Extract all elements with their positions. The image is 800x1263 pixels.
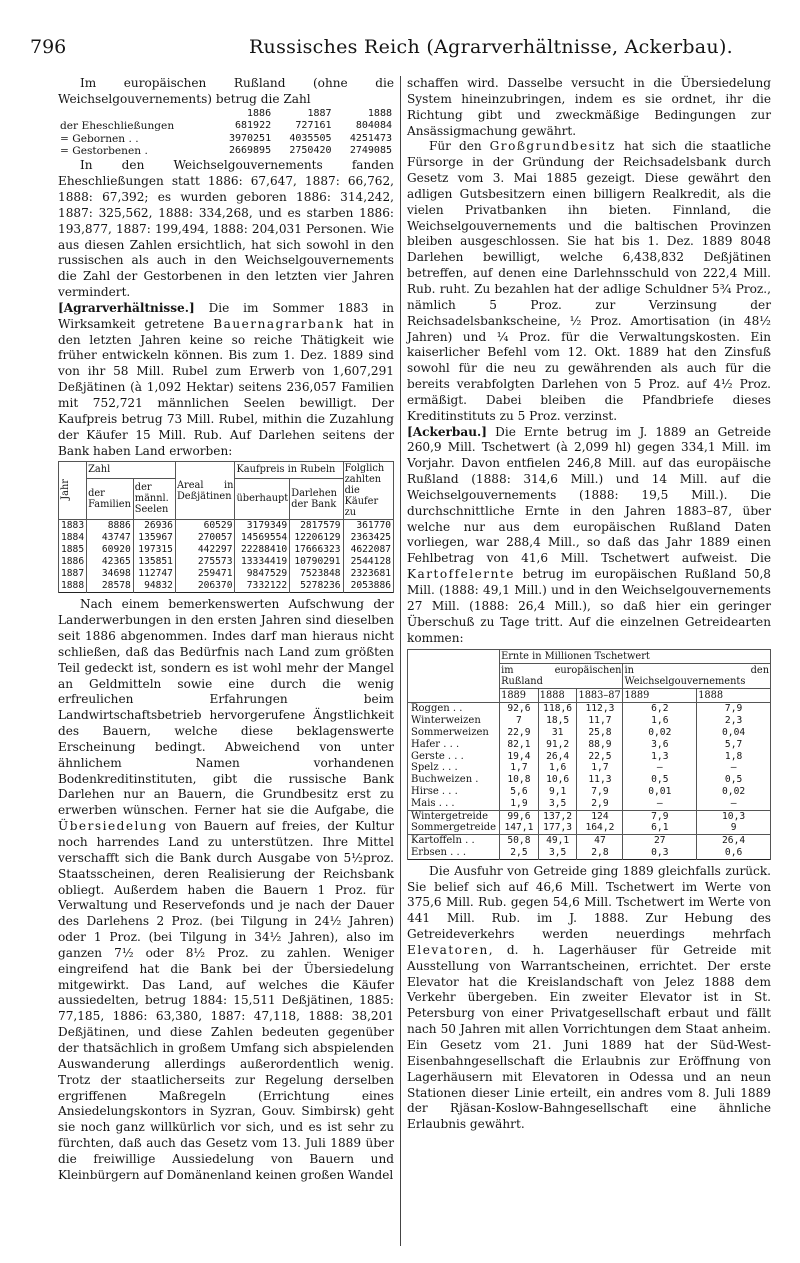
table-cell: 2,3 [697, 715, 771, 727]
column-divider [400, 76, 401, 1246]
table-cell: 0,04 [697, 727, 771, 739]
table-cell: 1,7 [500, 762, 539, 774]
table-header-row [408, 650, 771, 664]
table-cell: 2,5 [500, 847, 539, 859]
text-run: hat in den letzten Jahren keine so reiche Thätigkeit wie früher entwickeln können. Bis zum 1. Dez. 1889 sind von ihr 58 Mill. Rubel zum Erwerb von 1,607,291 Deßjätinen (à 1,092 Hektar) seitens 236,057 Familien mit 752,721 männlichen Seelen bewilligt. Der Kaufpreis betrug 73 Mill. Rubel, mithin die Zuzahlung der Käufer 15 Mill. Rub. Auf Darlehen seitens der Bank haben Land erworben: [58, 316, 394, 458]
continuation-paragraph: schaffen wird. Dasselbe versucht in die Übersiedelung System hineinzubringen, indem es sie ordnet, ihr die Richtung gibt und zweckmäßige Bedingungen zur Ansässigmachung gewährt. [407, 76, 771, 138]
table-cell: 34698 [87, 568, 134, 580]
year-header: 1883–87 [577, 689, 623, 703]
table-cell: 50,8 [500, 835, 539, 847]
table-cell: 26936 [133, 520, 175, 533]
table-cell: 12206129 [290, 532, 343, 544]
table-cell: 42365 [87, 556, 134, 568]
text-run: hat sich die staatliche Fürsorge in der Gründung der Reichsadelsbank durch Gesetz vom 3. Mai 1885 gezeigt. Diese gewährt den adligen Gutsbesitzern einen billigern Realkredit, als die vielen Privatbanken ihn bieten. Finnland, die Weichselgouvernements und die baltischen Provinzen bleiben ausgeschlossen. Sie hat bis 1. Dez. 1889 8048 Darlehen bewilligt, welche 6,438,832 Deßjätinen betreffen, auf denen eine Darlehnsschuld von 222,4 Mill. Rub. ruht. Zu bezahlen hat der adlige Schuldner 5¾ Proz., nämlich 5 Proz. zur Verzinsung der Reichsadelsbankscheine, ½ Proz. Amortisation (in 48½ Jahren) und ¼ Proz. für die Verwaltungskosten. Ein kaiserlicher Befehl vom 12. Okt. 1889 hat den Zinsfuß sowohl für die neu zu gewährenden als auch für die bereits verabfolgten Darlehen von 5 Proz. auf 4½ Proz. ermäßigt. Dabei bleiben die Pfandbriefe dieses Kreditinstituts zu 5 Proz. verzinst. [407, 139, 771, 423]
table-cell: 2544128 [343, 556, 393, 568]
table-cell: 9,1 [538, 786, 577, 798]
table-cell: 17666323 [290, 544, 343, 556]
export-paragraph [407, 864, 771, 1133]
row-label: Sommerweizen [408, 727, 500, 739]
table-cell: 2053886 [343, 580, 393, 593]
table-cell: 197315 [133, 544, 175, 556]
table-cell: 5278236 [290, 580, 343, 593]
table-cell: 2750420 [289, 144, 332, 156]
table-row [408, 786, 771, 798]
table-cell: 275573 [175, 556, 235, 568]
table-cell: 1888 [59, 580, 87, 593]
table-row [59, 532, 394, 544]
harvest-body [408, 703, 771, 859]
row-label: = Gebornen . . [60, 132, 139, 145]
table-cell: 27 [623, 835, 697, 847]
table-cell: 9 [697, 822, 771, 834]
table-row [59, 580, 394, 593]
table-cell: 8886 [87, 520, 134, 533]
table-cell: 6,1 [623, 822, 697, 834]
table-cell: 270057 [175, 532, 235, 544]
table-cell: 1,8 [697, 751, 771, 763]
table-cell: 7 [500, 715, 539, 727]
table-row [408, 835, 771, 847]
ackerbau-paragraph [407, 425, 771, 647]
zahl-header: Zahl [87, 462, 176, 478]
spaced-term: Kartoffelernte [407, 567, 515, 582]
table-row [59, 544, 394, 556]
table-cell: 14569554 [235, 532, 290, 544]
table-cell: 7523848 [290, 568, 343, 580]
row-label: Wintergetreide [408, 810, 500, 822]
spaced-term: Übersiedelung [58, 819, 168, 834]
table-cell: 7,9 [577, 786, 623, 798]
table-cell: 1883 [59, 520, 87, 533]
row-label: = Gestorbenen . [60, 144, 148, 157]
table-row [58, 133, 394, 145]
seelen-header: der männl. Seelen [133, 478, 175, 520]
side-heading-agrar: [Agrarverhältnisse.] [58, 300, 195, 315]
zahlten-header: Folglich zahlten die Käufer zu [343, 462, 393, 520]
table-cell: 10,3 [697, 810, 771, 822]
table-cell: — [697, 798, 771, 810]
table-cell: 3970251 [228, 132, 272, 144]
areal-header: Areal in Deßjätinen [175, 462, 235, 520]
text-run: betrug im europäischen Rußland 50,8 Mill. (1888: 49,1 Mill.) und in den Weichselgouvernements 27 Mill. (1888: 26,4 Mill.), so daß hier ein geringer Überschuß zu Tage tritt. Auf die einzelnen Getreidearten kommen: [407, 567, 771, 645]
table-cell: 112747 [133, 568, 175, 580]
vistula-header: in den Weichselgouvernements [624, 665, 769, 688]
table-cell: 47 [577, 835, 623, 847]
right-column [407, 76, 771, 1133]
table-cell: 0,02 [623, 727, 697, 739]
table-cell: 49,1 [538, 835, 577, 847]
table-row [408, 762, 771, 774]
table-cell: 0,5 [697, 774, 771, 786]
table-cell: 4251473 [349, 132, 392, 144]
table-cell: 118,6 [538, 703, 577, 715]
table-header-row [58, 108, 394, 120]
year-header: 1888 [697, 689, 771, 703]
table-cell: 0,5 [623, 774, 697, 786]
table-cell: 22,9 [500, 727, 539, 739]
table-cell: 0,01 [623, 786, 697, 798]
left-column [58, 76, 394, 1184]
table-cell: 2323681 [343, 568, 393, 580]
table-cell: 137,2 [538, 810, 577, 822]
table-row [408, 751, 771, 763]
table-cell: 0,6 [697, 847, 771, 859]
table-cell: 1,6 [623, 715, 697, 727]
table-cell: 259471 [175, 568, 235, 580]
row-label: Buchweizen . [408, 774, 500, 786]
ernte-header: Ernte in Millionen Tschetwert [500, 650, 771, 664]
row-label: Hirse . . . [408, 786, 500, 798]
spaced-term: Elevatoren [407, 942, 489, 957]
table-cell: 2669895 [228, 144, 272, 156]
table-cell: 43747 [87, 532, 134, 544]
year-header: 1889 [500, 689, 539, 703]
table-row [59, 556, 394, 568]
land-purchase-table [58, 461, 394, 593]
table-cell: 0,02 [697, 786, 771, 798]
table-cell: 60529 [175, 520, 235, 533]
table-cell: 4035505 [289, 132, 332, 144]
table-cell: 26,4 [697, 835, 771, 847]
ueberhaupt-header: überhaupt [235, 478, 290, 520]
darlehen-header: Darlehen der Bank [290, 478, 343, 520]
text-run: von Bauern auf freies, der Kultur noch harrendes Land zu unterstützen. Ihre Mittel verschafft sich die Bank durch Ausgabe von 5½proz. Staatsscheinen, deren Realisierung der Reichsbank obliegt. Außerdem haben die Bauern 1 Proz. für Verwaltung und Reservefonds und je nach der Dauer des Darlehens 2 Proz. (bei Tilgung in 24½ Jahren) oder 1 Proz. (bei Tilgung in 34½ Jahren), also im ganzen 7½ oder 8½ Proz. zu zahlen. Weniger eingreifend hat die Bank bei der Übersiedelung mitgewirkt. Das Land, auf welches die Käufer aussiedelten, betrug 1884: 15,511 Deßjätinen, 1885: 77,185, 1886: 63,380, 1887: 47,118, 1888: 38,201 Deßjätinen, und diese Zahlen bedeuten gegenüber der thatsächlich in großem Umfang sich abspielenden Auswanderung allerdings außerordentlich wenig. Trotz der staatlicherseits zur Regelung derselben ergriffenen Maßregeln (Errichtung eines Ansiedelungskontors in Syzran, Gouv. Simbirsk) geht sie noch ganz willkürlich vor sich, und es ist sehr zu fürchten, daß auch das Gesetz vom 13. Juli 1889 über die freiwillige Aussiedelung von Bauern und Kleinbürgern auf Domänenland keinen großen Wandel [58, 819, 394, 1182]
table-cell: 7332122 [235, 580, 290, 593]
table-cell: 135851 [133, 556, 175, 568]
table-cell: 112,3 [577, 703, 623, 715]
table-cell: 361770 [343, 520, 393, 533]
table-row [408, 715, 771, 727]
table-cell: 3179349 [235, 520, 290, 533]
page-number: 796 [30, 36, 67, 58]
table-cell: 5,6 [500, 786, 539, 798]
table-cell: 6,2 [623, 703, 697, 715]
table-cell: — [623, 798, 697, 810]
table-cell: 94832 [133, 580, 175, 593]
text-run: Die Ausfuhr von Getreide ging 1889 gleichfalls zurück. Sie belief sich auf 46,6 Mill. Tschetwert im Werte von 375,6 Mill. Rub. gegen 54,6 Mill. Tschetwert im Werte von 441 Mill. Rub. im J. 1888. Zur Hebung des Getreideverkehrs werden neuerdings mehrfach [407, 863, 771, 942]
table-cell: 4622087 [343, 544, 393, 556]
marriage-paragraph: In den Weichselgouvernements fanden Eheschließungen statt 1886: 67,647, 1887: 66,762, 1888: 67,392; es wurden geboren 1886: 314,242, 1887: 325,562, 1888: 334,268, und es starben 1886: 193,877, 1887: 199,494, 1888: 204,031 Personen. Wie aus diesen Zahlen ersichtlich, hat sich sowohl in den russischen als auch in den Weichselgouvernements die Zahl der Gestorbenen in den letzten vier Jahren vermindert. [58, 158, 394, 300]
table-cell: 1,3 [623, 751, 697, 763]
table-cell: 88,9 [577, 739, 623, 751]
text-run: Für den [429, 139, 490, 154]
side-heading-ackerbau: [Ackerbau.] [407, 424, 487, 439]
table-cell: 22288410 [235, 544, 290, 556]
table-cell: 2,9 [577, 798, 623, 810]
year-header: 1889 [623, 689, 697, 703]
row-label: Hafer . . . [408, 739, 500, 751]
table-cell: 2749085 [349, 144, 392, 156]
table-cell: 10,8 [500, 774, 539, 786]
bank-paragraph [58, 597, 394, 1183]
table-cell: 804084 [355, 120, 392, 132]
table-row [408, 727, 771, 739]
table-cell: 1887 [59, 568, 87, 580]
year-col-header: Jahr [59, 462, 87, 520]
table-cell: 18,5 [538, 715, 577, 727]
table-cell: 0,3 [623, 847, 697, 859]
table-cell: 26,4 [538, 751, 577, 763]
table-cell: 1,9 [500, 798, 539, 810]
table-cell: 99,6 [500, 810, 539, 822]
harvest-table [407, 649, 771, 859]
population-table [58, 108, 394, 158]
table-cell: 1,7 [577, 762, 623, 774]
row-label: Winterweizen [408, 715, 500, 727]
row-label: Spelz . . . [408, 762, 500, 774]
table-cell: 82,1 [500, 739, 539, 751]
table-cell: 10,6 [538, 774, 577, 786]
table-row [408, 798, 771, 810]
table-row [408, 810, 771, 822]
row-label: Sommergetreide [408, 822, 500, 834]
european-russia-header: im europäischen Rußland [501, 665, 622, 688]
page-header [30, 36, 772, 68]
table-cell: 13334419 [235, 556, 290, 568]
row-label: Roggen . . [408, 703, 500, 715]
row-label: Kartoffeln . . [408, 835, 500, 847]
text-run: Die im Sommer 1883 in Wirksamkeit getretene [58, 300, 394, 331]
table-cell: 3,6 [623, 739, 697, 751]
year-header: 1888 [367, 107, 392, 119]
table-cell: 1,6 [538, 762, 577, 774]
table-cell: 3,5 [538, 798, 577, 810]
table-cell: 2,8 [577, 847, 623, 859]
year-header: 1886 [247, 107, 272, 119]
table-cell: — [623, 762, 697, 774]
table-row [59, 568, 394, 580]
table-row [408, 703, 771, 715]
text-run: Nach einem bemerkenswerten Aufschwung der Landerwerbungen in den ersten Jahren sind dieselben seit 1886 abgenommen. Indes darf man hieraus nicht schließen, daß das Bedürfnis nach Land zum größten Teil gedeckt ist, sondern es ist wohl mehr der Mangel an Geldmitteln sowie eine durch die wenig erfreulichen Erfahrungen beim Landwirtschaftsbetrieb hervorgerufene Ängstlichkeit des Bauern, welche diese beklagenswerte Erscheinung bedingt. Abweichend von unter ähnlichem Namen vorhandenen Bodenkreditinstituten, gibt die russische Bank Darlehen nur an Bauern, die Grundbesitz erst zu erwerben wünschen. Ferner hat sie die Aufgabe, die [58, 597, 394, 818]
table-cell: 1886 [59, 556, 87, 568]
table-cell: 2817579 [290, 520, 343, 533]
row-label: der Eheschließungen [60, 120, 175, 133]
table-row [408, 739, 771, 751]
table-row [59, 520, 394, 533]
row-label: Gerste . . . [408, 751, 500, 763]
table-cell: 10790291 [290, 556, 343, 568]
kaufpreis-header: Kaufpreis in Rubeln [235, 462, 343, 478]
table-header-row [59, 462, 394, 478]
table-cell: 22,5 [577, 751, 623, 763]
table-cell: 9847529 [235, 568, 290, 580]
table-cell: 91,2 [538, 739, 577, 751]
grossgrundbesitz-paragraph [407, 139, 771, 424]
table-cell: 164,2 [577, 822, 623, 834]
table-cell: 3,5 [538, 847, 577, 859]
year-header: 1887 [307, 107, 332, 119]
table-cell: 25,8 [577, 727, 623, 739]
table-cell: 19,4 [500, 751, 539, 763]
table-row [408, 822, 771, 834]
table-row [408, 847, 771, 859]
table-cell: 60920 [87, 544, 134, 556]
table-cell: 206370 [175, 580, 235, 593]
table-cell: 11,7 [577, 715, 623, 727]
running-title: Russisches Reich (Agrarverhältnisse, Ackerbau). [248, 36, 734, 58]
table-row [58, 145, 394, 157]
table-cell: 681922 [234, 120, 272, 132]
table-cell: 727161 [295, 120, 332, 132]
table-cell: 442297 [175, 544, 235, 556]
agrar-paragraph [58, 301, 394, 459]
table-cell: 147,1 [500, 822, 539, 834]
intro-paragraph: Im europäischen Rußland (ohne die Weichselgouvernements) betrug die Zahl [58, 76, 394, 106]
table-cell: 177,3 [538, 822, 577, 834]
table-cell: 92,6 [500, 703, 539, 715]
table-cell: 28578 [87, 580, 134, 593]
text-run: , d. h. Lagerhäuser für Getreide mit Ausstellung von Warrantscheinen, errichtet. Der erste Elevator hat die Kreislandschaft von Jelez 1888 dem Verkehr übergeben. Ein zweiter Elevator ist in St. Petersburg von einer Privatgesellschaft erbaut und fällt nach 50 Jahren mit allen Vorrichtungen dem Staat anheim. Ein Gesetz vom 21. Juni 1889 hat der Süd-West-Eisenbahngesellschaft die Erlaubnis zur Eröffnung von Lagerhäusern mit Elevatoren in Odessa und an neun Stationen dieser Linie erteilt, ein andres vom 8. Juli 1889 der Rjäsan-Koslow-Bahngesellschaft eine ähnliche Erlaubnis gewährt. [407, 942, 771, 1132]
table-cell: 11,3 [577, 774, 623, 786]
spaced-term: Großgrundbesitz [489, 139, 616, 154]
table-cell: 1884 [59, 532, 87, 544]
land-purchase-body [59, 520, 394, 593]
table-cell: 2363425 [343, 532, 393, 544]
familien-header: der Familien [87, 478, 134, 520]
year-header: 1888 [538, 689, 577, 703]
table-cell: 1885 [59, 544, 87, 556]
table-cell: 135967 [133, 532, 175, 544]
table-cell: 5,7 [697, 739, 771, 751]
table-cell: 31 [538, 727, 577, 739]
table-row [58, 120, 394, 132]
table-cell: 124 [577, 810, 623, 822]
row-label: Erbsen . . . [408, 847, 500, 859]
spaced-term: Bauernagrarbank [213, 316, 345, 331]
table-cell: 7,9 [697, 703, 771, 715]
table-cell: 7,9 [623, 810, 697, 822]
row-label: Mais . . . [408, 798, 500, 810]
table-row [408, 774, 771, 786]
table-cell: — [697, 762, 771, 774]
text-run: Die Ernte betrug im J. 1889 an Getreide 260,9 Mill. Tschetwert (à 2,099 hl) gegen 334,1 Mill. im Vorjahr. Davon entfielen 246,8 Mill. auf das europäische Rußland (1888: 314,6 Mill.) und 14 Mill. auf die Weichselgouvernements (1888: 19,5 Mill.). Die durchschnittliche Ernte in den Jahren 1883–87, über welche nur aus dem europäischen Rußland Daten vorliegen, war 288,4 Mill., so daß das Jahr 1889 einen Fehlbetrag von 41,6 Mill. Tschetwert aufweist. Die [407, 424, 771, 566]
